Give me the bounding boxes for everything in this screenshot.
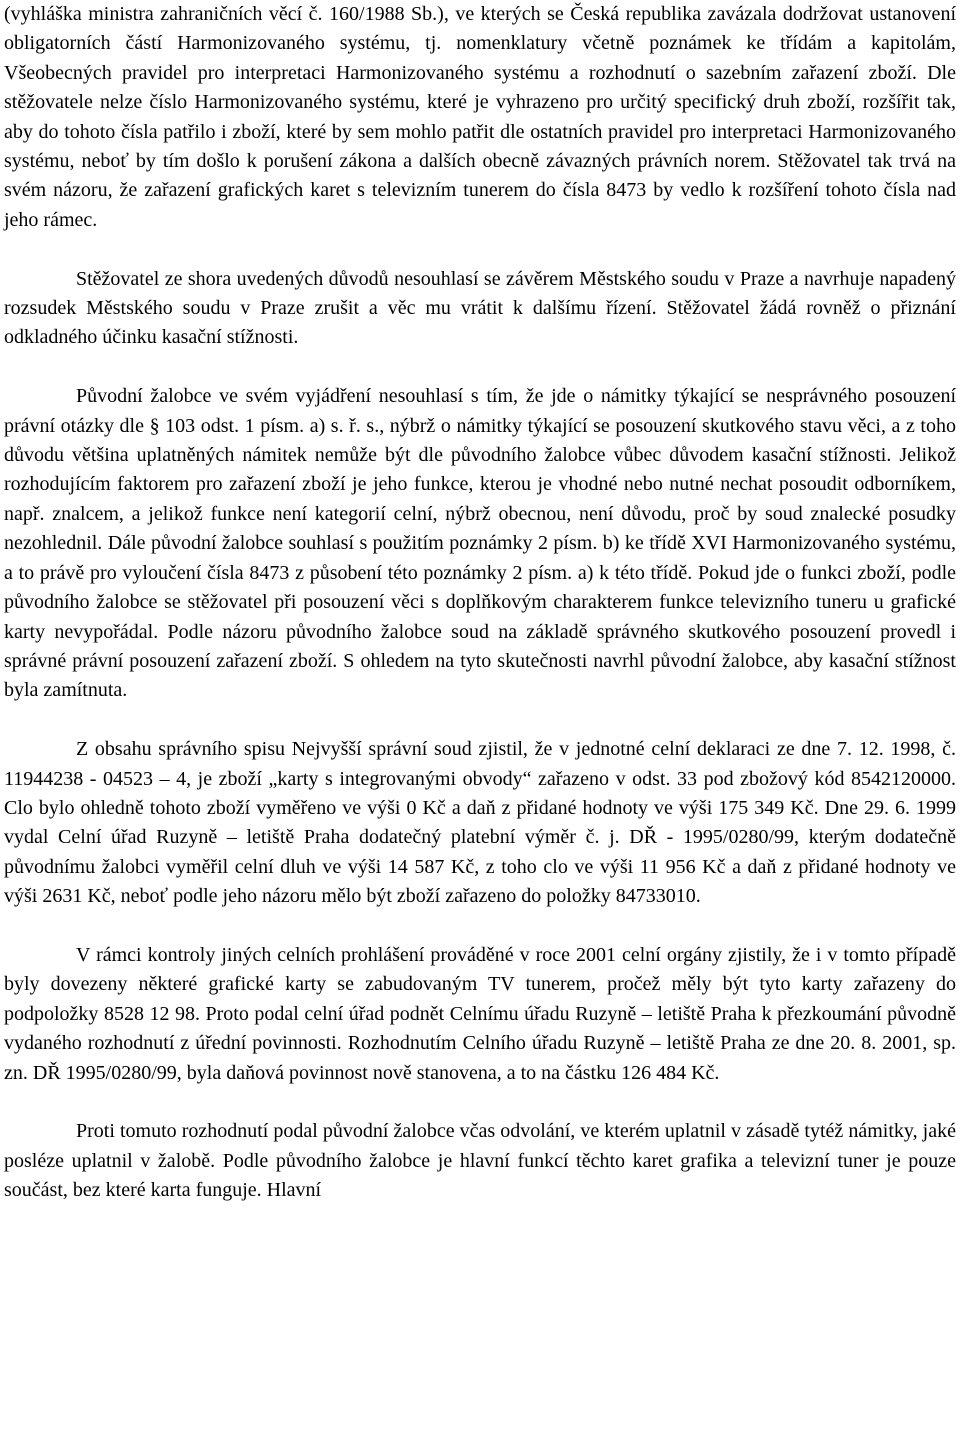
paragraph-plaintiff-response: Původní žalobce ve svém vyjádření nesouhlasí s tím, že jde o námitky týkající se nesprávného posouzení právní otázky dle § 103 odst. 1 písm. a) s. ř. s., nýbrž o námitky týkající se posouzení skutkového stavu věci, a z toho důvodu většina uplatněných námitek nemůže být dle původního žalobce vůbec důvodem kasační stížnosti. Jelikož rozhodujícím faktorem pro zařazení zboží je jeho funkce, kterou je vhodné nebo nutné nechat posoudit odborníkem, např. znalcem, a jelikož funkce není kategorií celní, nýbrž obecnou, není důvodu, proč by soud znalecké posudky nezohlednil. Dále původní žalobce souhlasí s použitím poznámky 2 písm. b) ke třídě XVI Harmonizovaného systému, a to právě pro vyloučení čísla 8473 z působení této poznámky 2 písm. a) k této třídě. Pokud jde o funkci zboží, podle původního žalobce se stěžovatel při posouzení věci s doplňkovým charakterem funkce televizního tuneru u grafické karty nevypořádal. Podle názoru původního žalobce soud na základě správného skutkového posouzení provedl i správné právní posouzení zařazení zboží. S ohledem na tyto skutečnosti navrhl původní žalobce, aby kasační stížnost byla zamítnuta.: [4, 385, 956, 702]
paragraph-continuation: (vyhláška ministra zahraničních věcí č. 160/1988 Sb.), ve kterých se Česká republika zavázala dodržovat ustanovení obligatorních částí Harmonizovaného systému, tj. nomenklatury včetně poznámek ke třídám a kapitolám, Všeobecných pravidel pro interpretaci Harmonizovaného systému a rozhodnutí o sazebním zařazení zboží. Dle stěžovatele nelze číslo Harmonizovaného systému, které je vyhrazeno pro určitý specifický druh zboží, rozšířit tak, aby do tohoto čísla patřilo i zboží, které by sem mohlo patřit dle ostatních pravidel pro interpretaci Harmonizovaného systému, neboť by tím došlo k porušení zákona a dalších obecně závazných právních norem. Stěžovatel tak trvá na svém názoru, že zařazení grafických karet s televizním tunerem do čísla 8473 by vedlo k rozšíření tohoto čísla nad jeho rámec.: [4, 3, 956, 231]
paragraph-petition: Stěžovatel ze shora uvedených důvodů nesouhlasí se závěrem Městského soudu v Praze a navrhuje napadený rozsudek Městského soudu v Praze zrušit a věc mu vrátit k dalšímu řízení. Stěžovatel žádá rovněž o přiznání odkladného účinku kasační stížnosti.: [4, 267, 956, 349]
paragraph-customs-inspection: V rámci kontroly jiných celních prohlášení prováděné v roce 2001 celní orgány zjistily, že i v tomto případě byly dovezeny některé grafické karty se zabudovaným TV tunerem, pročež měly být tyto karty zařazeny do podpoložky 8528 12 98. Proto podal celní úřad podnět Celnímu úřadu Ruzyně – letiště Praha k přezkoumání původně vydaného rozhodnutí z úřední povinnosti. Rozhodnutím Celního úřadu Ruzyně – letiště Praha ze dne 20. 8. 2001, sp. zn. DŘ 1995/0280/99, byla daňová povinnost nově stanovena, a to na částku 126 484 Kč.: [4, 943, 956, 1084]
paragraph-appeal: Proti tomuto rozhodnutí podal původní žalobce včas odvolání, ve kterém uplatnil v zásadě tytéž námitky, jaké posléze uplatnil v žalobě. Podle původního žalobce je hlavní funkcí těchto karet grafika a televizní tuner je pouze součást, bez které karta funguje. Hlavní: [4, 1120, 956, 1202]
paragraph-administrative-file: Z obsahu správního spisu Nejvyšší správní soud zjistil, že v jednotné celní deklaraci ze dne 7. 12. 1998, č. 11944238 - 04523 – 4, je zboží „karty s integrovanými obvody“ zařazeno v odst. 33 pod zbožový kód 8542120000. Clo bylo ohledně tohoto zboží vyměřeno ve výši 0 Kč a daň z přidané hodnoty ve výši 175 349 Kč. Dne 29. 6. 1999 vydal Celní úřad Ruzyně – letiště Praha dodatečný platební výměr č. j. DŘ - 1995/0280/99, kterým dodatečně původnímu žalobci vyměřil celní dluh ve výši 14 587 Kč, z toho clo ve výši 11 956 Kč a daň z přidané hodnoty ve výši 2631 Kč, neboť podle jeho názoru mělo být zboží zařazeno do položky 84733010.: [4, 738, 956, 908]
